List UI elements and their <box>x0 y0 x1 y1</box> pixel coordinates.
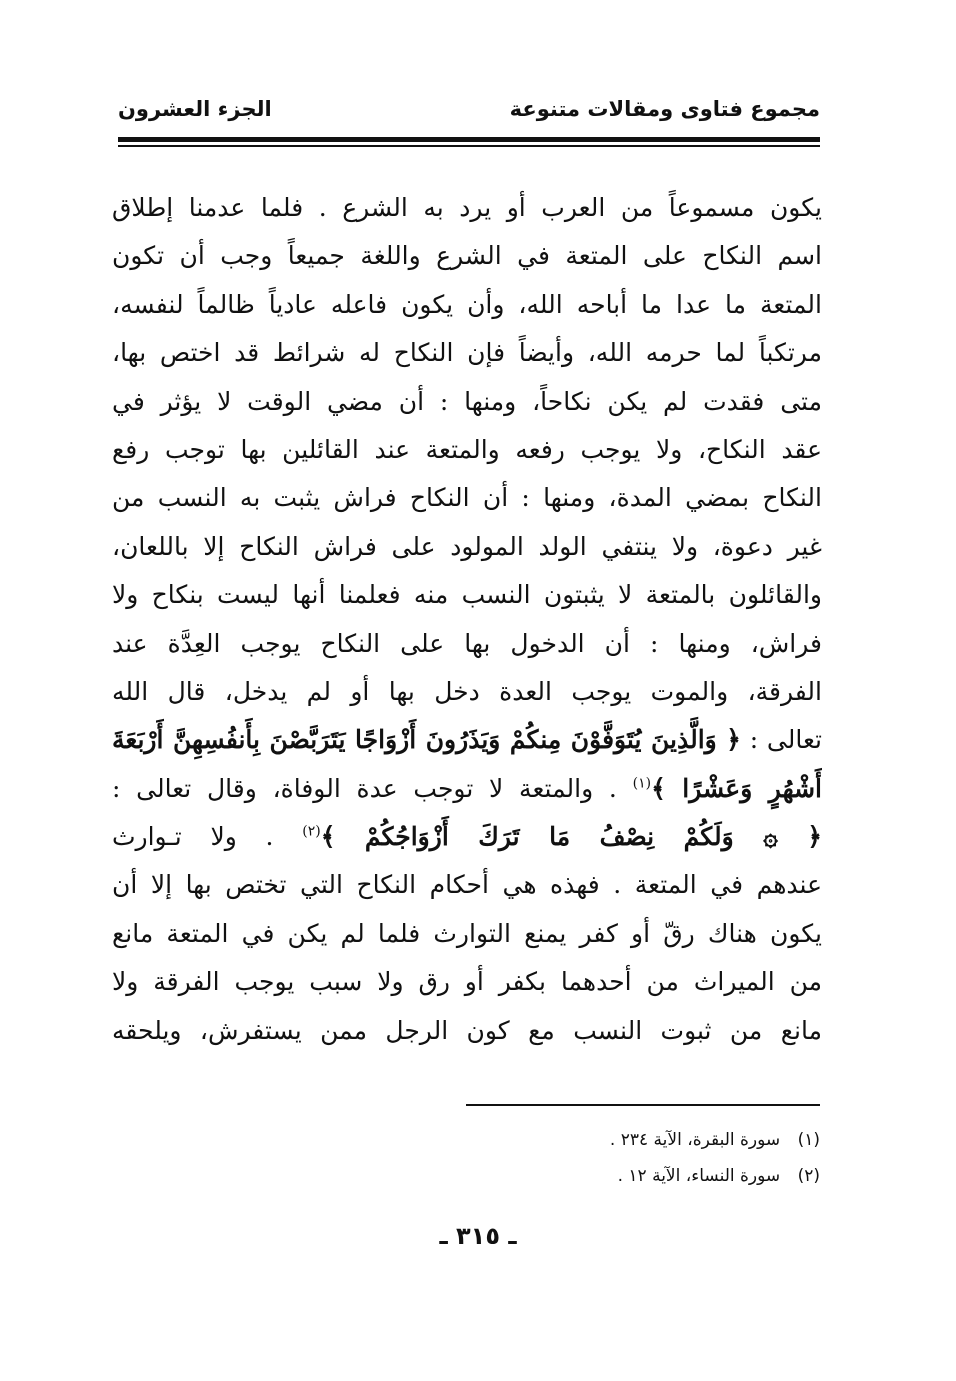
text-line: من الميراث من أحدهما بكفر أو رق ولا سبب يوجب الفرقة ولا <box>112 967 822 997</box>
footnote <box>300 1122 820 1158</box>
text-line: يكون هناك رقّ أو كفر يمنع التوارث فلما لم يكن في المتعة مانع <box>112 918 822 948</box>
verse-intro: تعالى : <box>749 725 822 755</box>
footnote-number: (١) <box>797 1130 820 1150</box>
text-line: اسم النكاح على المتعة في الشرع واللغة جميعاً وجب أن تكون <box>112 241 822 271</box>
verse-line <box>112 765 822 813</box>
text-line: النكاح بمضي المدة، ومنها : أن النكاح فراش يثبت به النسب من <box>112 483 822 513</box>
text-line: عندهم في المتعة . فهذه هي أحكام النكاح التي تختص بها إلا أن <box>112 870 822 900</box>
quran-verse: ﴿ ۞ وَلَكُمْ نِصْفُ مَا تَرَكَ أَزْوَاجُكُمْ ﴾ <box>320 822 822 852</box>
header-rule-thick <box>118 137 820 142</box>
text-line: الفرقة، والموت يوجب العدة دخل بها أو لم يدخل، قال الله <box>112 676 822 706</box>
verse-line <box>112 716 822 764</box>
text-line: عقد النكاح، ولا يوجب رفعه والمتعة عند القائلين بها توجب رفع <box>112 434 822 464</box>
text-line: غير دعوة، ولا ينتفي الولد المولود على فراش النكاح إلا باللعان، <box>112 531 822 561</box>
text-line: مرتكباً لما حرمه الله، وأيضاً فإن النكاح له شرائط قد اختص بها، <box>112 338 822 368</box>
footnote-text: سورة النساء، الآية ١٢ . <box>617 1166 781 1186</box>
volume-label: الجزء العشرون <box>118 97 272 121</box>
footnote-rule <box>466 1104 820 1106</box>
text-line: المتعة ما عدا ما أباحه الله، وأن يكون فاعله عادياً ظالماً لنفسه، <box>112 289 822 319</box>
quran-verse: ﴿ وَالَّذِينَ يُتَوَفَّوْنَ مِنكُمْ وَيَذَرُونَ أَزْوَاجًا يَتَرَبَّصْنَ بِأَنفُسِهِنَّ أَرْبَعَةَ <box>112 725 741 755</box>
quran-verse: أَشْهُرٍ وَعَشْرًا ﴾ <box>651 773 822 803</box>
running-header <box>118 92 820 126</box>
text-segment: . ولا تـوارث <box>112 822 274 852</box>
header-rule-thin <box>118 145 820 147</box>
text-line: متى فقدت لم يكن نكاحاً، ومنها : أن مضي الوقت لا يؤثر في <box>112 386 822 416</box>
book-title: مجموع فتاوى ومقالات متنوعة <box>509 97 820 121</box>
verse-line <box>112 813 822 861</box>
text-line: فراش، ومنها : أن الدخول بها على النكاح يوجب العِدَّة عند <box>112 628 822 658</box>
main-text <box>112 184 822 1055</box>
page-number: ـ ٣١٥ ـ <box>439 1222 517 1250</box>
footnote-text: سورة البقرة، الآية ٢٣٤ . <box>609 1130 781 1150</box>
text-segment: . والمتعة لا توجب عدة الوفاة، وقال تعالى : <box>112 773 617 803</box>
footnote-ref[interactable]: (١) <box>632 775 652 792</box>
footnotes <box>300 1122 820 1194</box>
footnote <box>300 1158 820 1194</box>
footnote-number: (٢) <box>797 1166 820 1186</box>
text-line: يكون مسموعاً من العرب أو يرد به الشرع . فلما عدمنا إطلاق <box>112 193 822 222</box>
text-line: مانع من ثبوت النسب مع كون الرجل ممن يستفرش، ويلحقه <box>112 1015 822 1045</box>
footnote-ref[interactable]: (٢) <box>302 823 321 840</box>
text-line: والقائلون بالمتعة لا يثبتون النسب منه فعلمنا أنها ليست بنكاح ولا <box>112 580 822 610</box>
